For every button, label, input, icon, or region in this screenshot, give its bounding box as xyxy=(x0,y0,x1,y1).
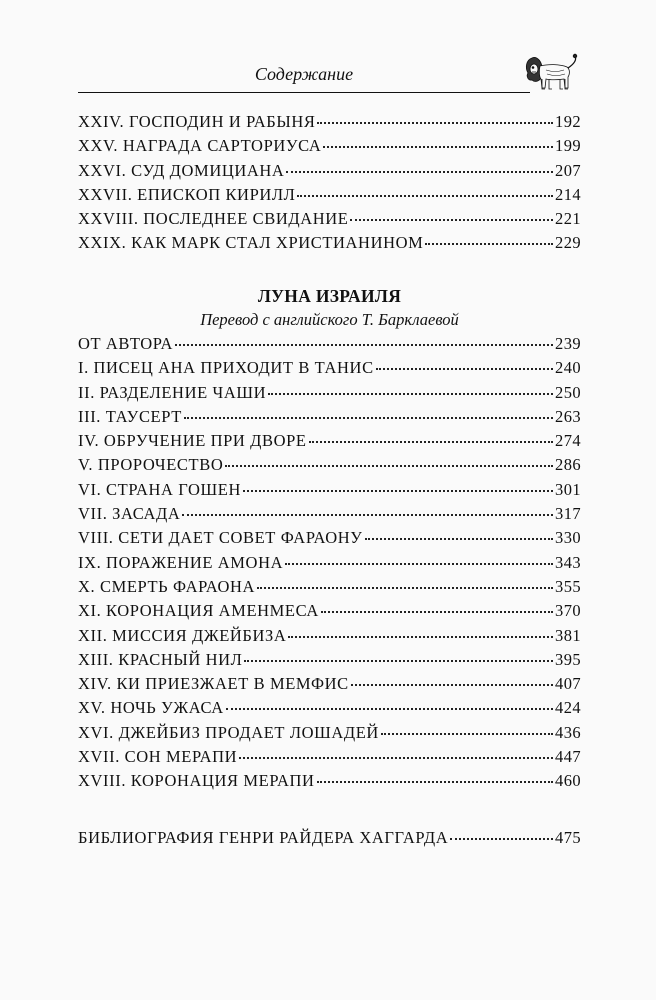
toc-entry[interactable] xyxy=(78,577,581,601)
toc-entry[interactable] xyxy=(78,185,581,209)
toc-entry-page: 239 xyxy=(555,334,581,353)
toc-entry-page: 240 xyxy=(555,358,581,378)
toc-entry-title: I. ПИСЕЦ АНА ПРИХОДИТ В ТАНИС xyxy=(78,358,374,378)
leader-dots xyxy=(268,393,553,395)
leader-dots xyxy=(425,243,553,245)
toc-entry-page: 199 xyxy=(555,136,581,156)
leader-dots xyxy=(309,441,553,443)
toc-entry[interactable] xyxy=(78,747,581,771)
toc-entry-title: XVI. ДЖЕЙБИЗ ПРОДАЕТ ЛОШАДЕЙ xyxy=(78,722,379,742)
toc-entry-title: XVII. СОН МЕРАПИ xyxy=(78,747,238,767)
toc-entry-page: 424 xyxy=(555,698,581,718)
toc-entry[interactable] xyxy=(78,431,581,455)
toc-entry-title: XXVIII. ПОСЛЕДНЕЕ СВИДАНИЕ xyxy=(78,209,349,229)
toc-entry-page: 263 xyxy=(555,406,581,426)
toc-entry[interactable] xyxy=(78,480,581,504)
leader-dots xyxy=(288,636,553,638)
leader-dots xyxy=(376,368,553,370)
leader-dots xyxy=(381,733,553,735)
toc-entry[interactable] xyxy=(78,161,581,185)
toc-entry[interactable] xyxy=(78,828,581,852)
toc-entry-page: 250 xyxy=(555,382,581,402)
leader-dots xyxy=(323,146,553,148)
toc-entry-title: XXIV. ГОСПОДИН И РАБЫНЯ xyxy=(78,112,316,131)
leader-dots xyxy=(175,344,553,346)
toc-entry-title: XV. НОЧЬ УЖАСА xyxy=(78,698,224,718)
page-title: Содержание xyxy=(254,64,354,84)
toc-entry-page: 436 xyxy=(555,722,581,742)
section-subtitle: Перевод с английского Т. Барклаевой xyxy=(200,310,459,329)
toc-entry-page: 330 xyxy=(555,528,581,548)
leader-dots xyxy=(317,781,554,783)
leader-dots xyxy=(226,708,553,710)
toc-entry-page: 317 xyxy=(555,504,581,524)
toc-entry-page: 381 xyxy=(555,625,581,645)
toc-entry[interactable] xyxy=(78,112,581,136)
leader-dots xyxy=(321,611,553,613)
leader-dots xyxy=(244,660,553,662)
leader-dots xyxy=(350,219,553,221)
toc-entry-page: 343 xyxy=(555,552,581,572)
toc-entry-page: 395 xyxy=(555,649,581,669)
toc-entry[interactable] xyxy=(78,383,581,407)
toc-entry-page: 301 xyxy=(555,479,581,499)
toc-entry[interactable] xyxy=(78,233,581,257)
leader-dots xyxy=(225,465,553,467)
toc-entry-page: 407 xyxy=(555,674,581,694)
toc-entry-title: XI. КОРОНАЦИЯ АМЕНМЕСА xyxy=(78,601,319,621)
toc-entry-title: XXVII. ЕПИСКОП КИРИЛЛ xyxy=(78,184,296,204)
toc-entry-title: VIII. СЕТИ ДАЕТ СОВЕТ ФАРАОНУ xyxy=(78,528,363,548)
toc-entry[interactable] xyxy=(78,528,581,552)
toc-entry[interactable] xyxy=(78,455,581,479)
toc-entry-title: XII. МИССИЯ ДЖЕЙБИЗА xyxy=(78,625,287,645)
toc-entry-title: X. СМЕРТЬ ФАРАОНА xyxy=(78,576,255,596)
toc-entry-page: 229 xyxy=(555,233,581,253)
toc-entry-title: XXVI. СУД ДОМИЦИАНА xyxy=(78,160,285,180)
toc-entry-title: IV. ОБРУЧЕНИЕ ПРИ ДВОРЕ xyxy=(78,431,307,451)
toc-entry-title: II. РАЗДЕЛЕНИЕ ЧАШИ xyxy=(78,382,267,402)
leader-dots xyxy=(365,538,554,540)
toc-entry[interactable] xyxy=(78,358,581,382)
toc-entry-title: VI. СТРАНА ГОШЕН xyxy=(78,479,241,499)
toc-entry[interactable] xyxy=(78,334,581,358)
leader-dots xyxy=(239,757,553,759)
toc-part-1 xyxy=(78,112,581,258)
toc-entry-title: XIV. КИ ПРИЕЗЖАЕТ В МЕМФИС xyxy=(78,674,349,694)
leader-dots xyxy=(285,563,553,565)
toc-entry[interactable] xyxy=(78,601,581,625)
toc-entry-page: 192 xyxy=(555,112,581,131)
toc-entry-title: V. ПРОРОЧЕСТВО xyxy=(78,455,224,475)
leader-dots xyxy=(184,417,553,419)
toc-bibliography xyxy=(78,828,581,852)
toc-entry-page: 355 xyxy=(555,576,581,596)
toc-entry[interactable] xyxy=(78,723,581,747)
running-header xyxy=(78,58,530,93)
toc-entry[interactable] xyxy=(78,504,581,528)
toc-entry[interactable] xyxy=(78,626,581,650)
toc-entry[interactable] xyxy=(78,650,581,674)
toc-entry[interactable] xyxy=(78,209,581,233)
toc-entry-title: XVIII. КОРОНАЦИЯ МЕРАПИ xyxy=(78,771,315,791)
leader-dots xyxy=(450,838,553,840)
leader-dots xyxy=(286,171,553,173)
leader-dots xyxy=(297,195,553,197)
toc-entry-title: XIII. КРАСНЫЙ НИЛ xyxy=(78,649,243,669)
toc-entry-title: БИБЛИОГРАФИЯ ГЕНРИ РАЙДЕРА ХАГГАРДА xyxy=(78,828,449,847)
toc-entry-page: 274 xyxy=(555,431,581,451)
toc-entry-page: 214 xyxy=(555,184,581,204)
toc-entry-page: 447 xyxy=(555,747,581,767)
toc-entry-page: 460 xyxy=(555,771,581,791)
toc-entry-page: 207 xyxy=(555,160,581,180)
toc-entry-title: ОТ АВТОРА xyxy=(78,334,173,353)
leader-dots xyxy=(257,587,553,589)
toc-entry-page: 286 xyxy=(555,455,581,475)
leader-dots xyxy=(317,122,553,124)
toc-entry-page: 370 xyxy=(555,601,581,621)
toc-entry[interactable] xyxy=(78,674,581,698)
leader-dots xyxy=(243,490,553,492)
toc-entry-page: 221 xyxy=(555,209,581,229)
toc-entry-title: III. ТАУСЕРТ xyxy=(78,406,182,426)
toc-entry-title: XXV. НАГРАДА САРТОРИУСА xyxy=(78,136,322,156)
toc-part-2 xyxy=(78,334,581,796)
toc-entry-title: VII. ЗАСАДА xyxy=(78,504,181,524)
lion-icon xyxy=(522,52,580,92)
leader-dots xyxy=(351,684,553,686)
toc-entry[interactable] xyxy=(78,698,581,722)
toc-entry-title: IX. ПОРАЖЕНИЕ АМОНА xyxy=(78,552,284,572)
toc-entry[interactable] xyxy=(78,553,581,577)
toc-entry[interactable] xyxy=(78,407,581,431)
toc-entry-page: 475 xyxy=(555,828,581,847)
toc-entry-title: XXIX. КАК МАРК СТАЛ ХРИСТИАНИНОМ xyxy=(78,233,424,253)
toc-entry[interactable] xyxy=(78,136,581,160)
leader-dots xyxy=(182,514,553,516)
toc-entry[interactable] xyxy=(78,771,581,795)
section-title: ЛУНА ИЗРАИЛЯ xyxy=(257,286,402,306)
